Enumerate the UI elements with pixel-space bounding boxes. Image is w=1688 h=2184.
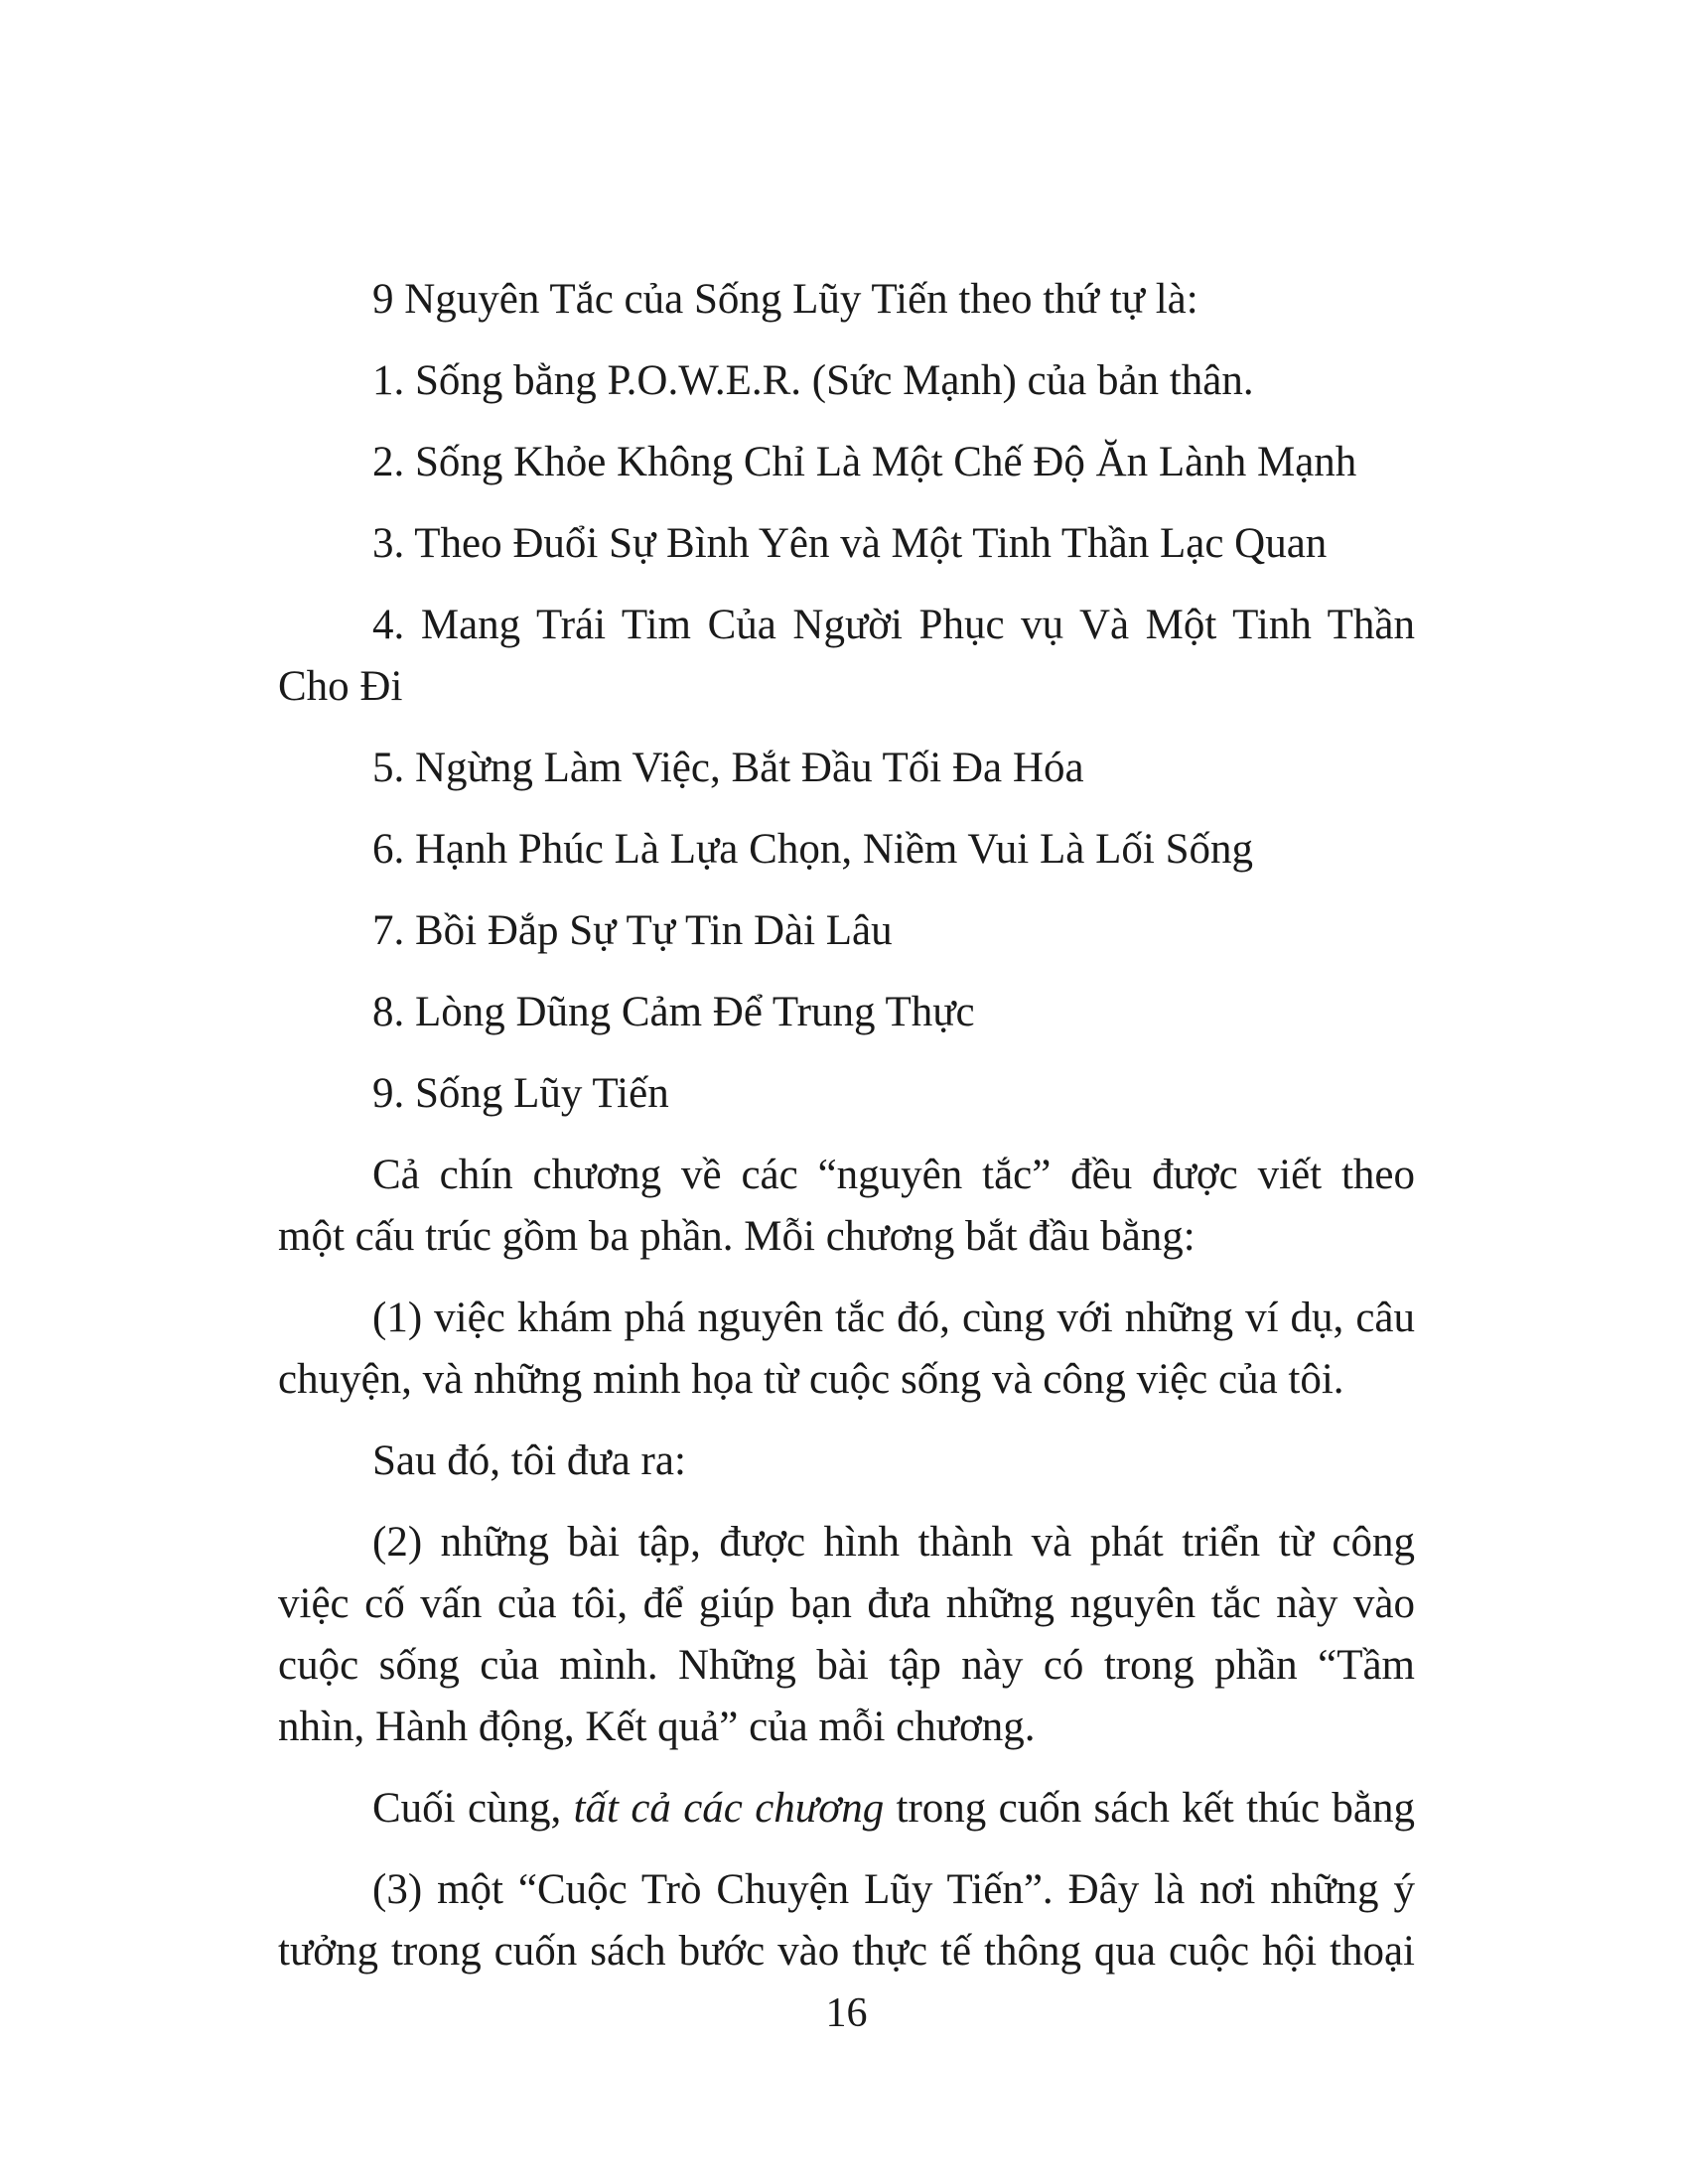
part2-paragraph-line-1: (2) những bài tập, được hình thành và phát triển từ công	[372, 1519, 1415, 1566]
principle-item-2: 2. Sống Khỏe Không Chỉ Là Một Chế Độ Ăn Lành Mạnh	[372, 439, 1357, 485]
part1-paragraph-line-1: (1) việc khám phá nguyên tắc đó, cùng với những ví dụ, câu	[372, 1295, 1415, 1341]
structure-paragraph-line-1: Cả chín chương về các “nguyên tắc” đều được viết theo	[372, 1152, 1415, 1198]
principle-item-4-line-2: Cho Đi	[278, 663, 403, 710]
principle-item-4-line-1: 4. Mang Trái Tim Của Người Phục vụ Và Một Tinh Thần	[372, 602, 1415, 648]
closing-intro-italic-phrase: tất cả các chương	[573, 1785, 885, 1832]
principle-item-1: 1. Sống bằng P.O.W.E.R. (Sức Mạnh) của bản thân.	[372, 357, 1254, 404]
principle-item-3: 3. Theo Đuổi Sự Bình Yên và Một Tinh Thần Lạc Quan	[372, 520, 1328, 567]
principle-item-9: 9. Sống Lũy Tiến	[372, 1070, 669, 1117]
part3-paragraph-line-1: (3) một “Cuộc Trò Chuyện Lũy Tiến”. Đây là nơi những ý	[372, 1866, 1415, 1913]
closing-intro-post: trong cuốn sách kết thúc bằng	[884, 1785, 1416, 1832]
principles-intro-line: 9 Nguyên Tắc của Sống Lũy Tiến theo thứ tự là:	[372, 276, 1198, 323]
structure-paragraph-line-2: một cấu trúc gồm ba phần. Mỗi chương bắt đầu bằng:	[278, 1213, 1196, 1260]
principle-item-7: 7. Bồi Đắp Sự Tự Tin Dài Lâu	[372, 907, 893, 954]
closing-intro-line	[278, 1778, 1415, 1840]
principle-item-5: 5. Ngừng Làm Việc, Bắt Đầu Tối Đa Hóa	[372, 745, 1084, 791]
transition-line: Sau đó, tôi đưa ra:	[372, 1437, 686, 1484]
part2-paragraph-line-2: việc cố vấn của tôi, để giúp bạn đưa những nguyên tắc này vào	[278, 1580, 1415, 1627]
part3-paragraph-line-2: tưởng trong cuốn sách bước vào thực tế thông qua cuộc hội thoại	[278, 1928, 1415, 1975]
page-number: 16	[825, 1990, 868, 2036]
closing-intro-pre: Cuối cùng,	[372, 1785, 574, 1832]
part2-paragraph-line-4: nhìn, Hành động, Kết quả” của mỗi chương.	[278, 1704, 1036, 1750]
principle-item-8: 8. Lòng Dũng Cảm Để Trung Thực	[372, 989, 975, 1035]
principle-item-6: 6. Hạnh Phúc Là Lựa Chọn, Niềm Vui Là Lối Sống	[372, 826, 1253, 873]
part2-paragraph-line-3: cuộc sống của mình. Những bài tập này có trong phần “Tầm	[278, 1642, 1415, 1689]
part1-paragraph-line-2: chuyện, và những minh họa từ cuộc sống và công việc của tôi.	[278, 1356, 1344, 1403]
